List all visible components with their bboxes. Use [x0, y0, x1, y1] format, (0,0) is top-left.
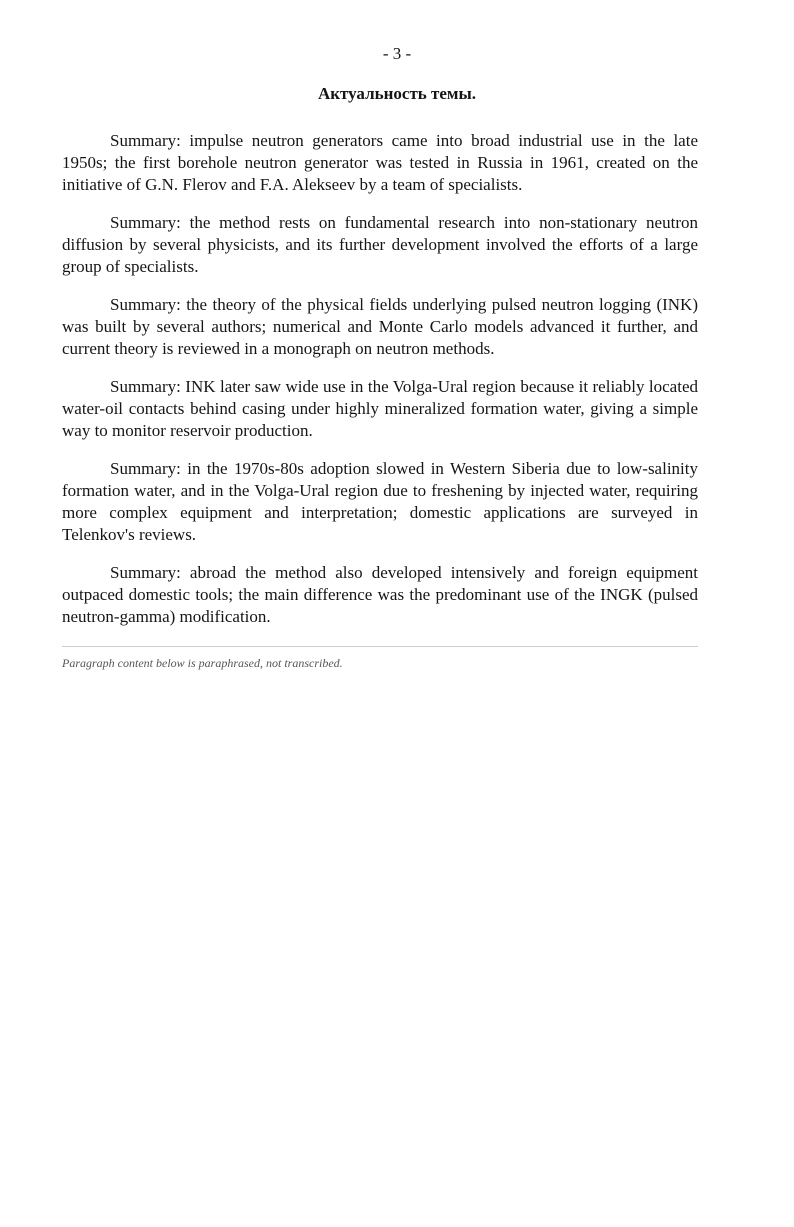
paragraph-6: Summary: abroad the method also developed intensively and foreign equipment outpaced domestic tools; the main difference was the predominant use of the INGK (pulsed neutron-gamma) modification. [62, 563, 698, 626]
body-text [62, 130, 698, 628]
section-title: Актуальность темы. [317, 84, 477, 103]
paragraph-2: Summary: the method rests on fundamental research into non-stationary neutron diffusion by several physicists, and its further development involved the efforts of a large group of specialists. [62, 213, 698, 276]
paragraph-4: Summary: INK later saw wide use in the Volga-Ural region because it reliably located water-oil contacts behind casing under highly mineralized formation water, giving a simple way to monitor reservoir production. [62, 377, 698, 440]
page-number: - 3 - [382, 44, 412, 63]
paragraph-1: Summary: impulse neutron generators came into broad industrial use in the late 1950s; the first borehole neutron generator was tested in Russia in 1961, created on the initiative of G.N. Flerov and F.A. Alekseev by a team of specialists. [62, 131, 698, 194]
paragraph-3: Summary: the theory of the physical fields underlying pulsed neutron logging (INK) was built by several authors; numerical and Monte Carlo models advanced it further, and current theory is reviewed in a monograph on neutron methods. [62, 295, 698, 358]
paragraph-5: Summary: in the 1970s-80s adoption slowed in Western Siberia due to low-salinity formation water, and in the Volga-Ural region due to freshening by injected water, requiring more complex equipment and interpretation; domestic applications are surveyed in Telenkov's reviews. [62, 459, 698, 544]
summary-note: Paragraph content below is paraphrased, not transcribed. [62, 646, 698, 671]
